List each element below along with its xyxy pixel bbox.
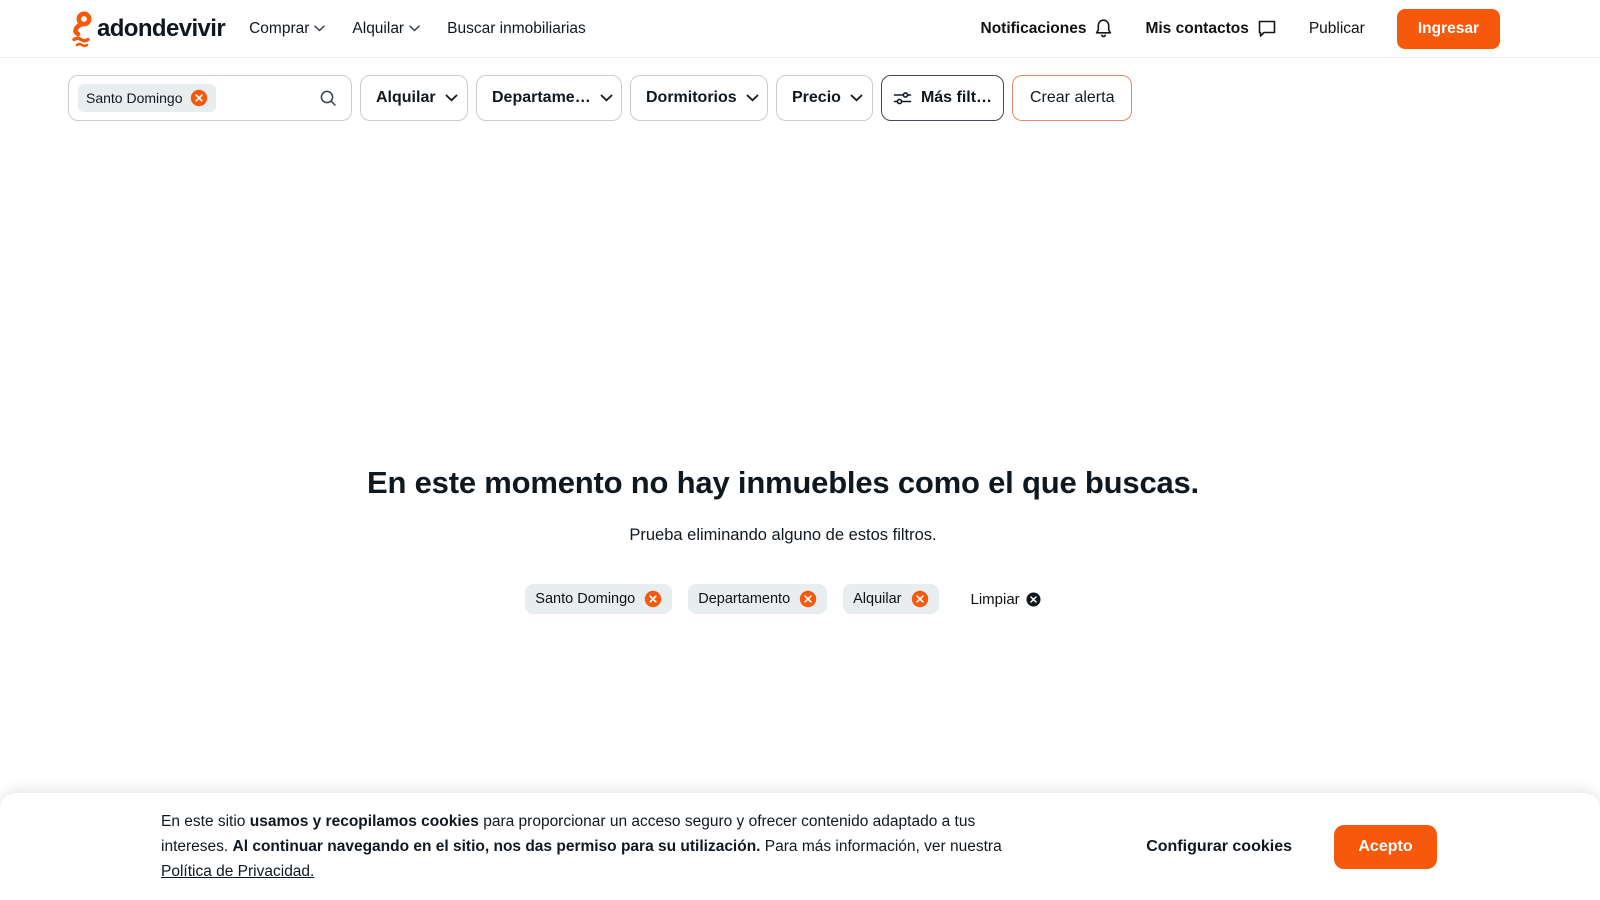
- search-icon[interactable]: [319, 89, 338, 108]
- remove-filter-icon[interactable]: [799, 590, 817, 608]
- accept-cookies-button[interactable]: Acepto: [1334, 825, 1437, 869]
- active-filter-chip-departamento: Departamento: [688, 584, 827, 614]
- header-actions: [981, 9, 1500, 49]
- nav-item-comprar[interactable]: Comprar: [249, 20, 325, 38]
- sliders-icon: [893, 90, 912, 106]
- remove-location-icon[interactable]: [190, 89, 208, 107]
- chevron-down-icon: [445, 94, 458, 102]
- bell-icon: [1094, 18, 1113, 39]
- remove-filter-icon[interactable]: [644, 590, 662, 608]
- remove-filter-icon[interactable]: [911, 590, 929, 608]
- nav-item-buscar-inmobiliarias[interactable]: Buscar inmobiliarias: [447, 19, 586, 37]
- filter-dropdown-dormitorios[interactable]: Dormitorios: [630, 75, 768, 121]
- empty-state-title: En este momento no hay inmuebles como el que buscas.: [367, 465, 1199, 500]
- contacts-button[interactable]: Mis contactos: [1145, 19, 1276, 38]
- chevron-down-icon: [746, 94, 759, 102]
- nav-item-alquilar[interactable]: Alquilar: [352, 20, 420, 38]
- cookie-controls: [1146, 825, 1437, 869]
- chevron-down-icon: [314, 25, 325, 32]
- login-button[interactable]: Ingresar: [1397, 9, 1500, 49]
- search-location-chip: Santo Domingo: [78, 84, 216, 112]
- chevron-down-icon: [409, 25, 420, 32]
- top-navbar: [0, 0, 1600, 58]
- notifications-button[interactable]: Notificaciones: [981, 18, 1114, 39]
- location-search-input[interactable]: [68, 75, 352, 121]
- chevron-down-icon: [600, 94, 613, 102]
- brand-pin-icon: [68, 9, 94, 49]
- configure-cookies-button[interactable]: Configurar cookies: [1146, 837, 1292, 855]
- active-filter-chip-alquilar: Alquilar: [843, 584, 938, 614]
- filter-dropdown-operacion[interactable]: Alquilar: [360, 75, 468, 121]
- empty-results-section: [68, 121, 1498, 614]
- clear-filters-button[interactable]: Limpiar: [971, 591, 1041, 608]
- filter-bar: [0, 58, 1600, 121]
- clear-all-icon: [1026, 592, 1041, 607]
- more-filters-button[interactable]: Más filt…: [881, 75, 1004, 121]
- privacy-policy-link[interactable]: Política de Privacidad.: [161, 863, 315, 880]
- empty-state-subtitle: Prueba eliminando alguno de estos filtros.: [629, 526, 937, 544]
- chevron-down-icon: [850, 94, 863, 102]
- brand-name: adondevivir: [97, 14, 226, 42]
- main-nav: [249, 20, 586, 38]
- chat-bubble-icon: [1257, 19, 1277, 38]
- filter-dropdown-precio[interactable]: Precio: [776, 75, 873, 121]
- filter-dropdown-tipo-propiedad[interactable]: Departame…: [476, 75, 622, 121]
- active-filter-chip-santo-domingo: Santo Domingo: [525, 584, 672, 614]
- cookie-banner: [0, 793, 1600, 900]
- cookie-banner-text: En este sitio usamos y recopilamos cookies para proporcionar un acceso seguro y ofrecer contenido adaptado a tus intereses. Al continuar navegando en el sitio, nos das permiso para su utilización. Para más información, ver nuestra Política de Privacidad.: [161, 813, 1002, 880]
- brand-logo[interactable]: [68, 9, 225, 49]
- publish-button[interactable]: Publicar: [1308, 19, 1365, 37]
- active-filter-chips: [68, 584, 1498, 614]
- create-alert-button[interactable]: Crear alerta: [1012, 75, 1132, 121]
